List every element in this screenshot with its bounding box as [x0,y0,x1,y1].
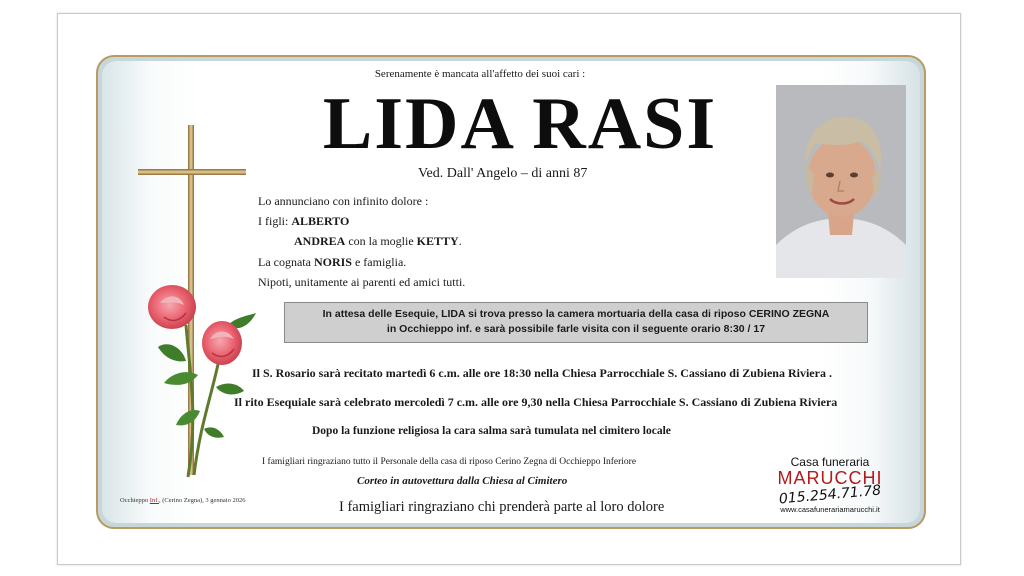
deceased-name: LIDA RASI [322,83,718,165]
staff-thanks: I famigliari ringraziano tutto il Personale della casa di riposo Cerino Zegna di Occhieppo Inferiore [262,457,637,467]
funeral-home-name: MARUCCHI [777,468,883,488]
deceased-photo [776,85,906,278]
child-2-wife: KETTY [416,234,459,248]
funeral-home-type: Casa funeraria [790,455,870,469]
child-name-1: ALBERTO [291,214,350,228]
age: – di anni 87 [517,166,588,181]
child-2-end: . [458,234,462,248]
place-date-footnote [120,497,245,504]
children-line [258,214,349,229]
visitation-box [284,302,868,343]
sister-end: e famiglia. [351,255,407,269]
footnote-inf: Inf. [149,497,159,504]
funeral-home-logo [766,455,894,514]
portrait-image [776,85,906,278]
intro-text: Serenamente è mancata all'affetto dei suoi cari : [374,68,586,80]
rosary-line: Il S. Rosario sarà recitato martedì 6 c.m. alle ore 18:30 nella Chiesa Parrocchiale S. Cassiano di Zubiena Riviera . [252,366,832,380]
funeral-rite-line: Il rito Esequiale sarà celebrato mercoledì 7 c.m. alle ore 9,30 nella Chiesa Parrocchiale S. Cassiano di Zubiena Riviera [234,395,838,409]
sister-in-law-line [258,255,406,270]
visitation-line-1: In attesa delle Esequie, LIDA si trova presso la camera mortuaria della casa di riposo CERINO ZEGNA [322,308,830,320]
funeral-home-website: www.casafunerariamarucchi.it [780,505,880,514]
child-2-line [294,234,462,249]
procession-line: Corteo in autovettura dalla Chiesa al Cimitero [357,475,568,487]
family-intro: Lo annunciano con infinito dolore : [258,194,429,208]
footnote-date: , (Cerino Zegna), 3 gennaio 2026 [159,497,246,504]
child-name-2: ANDREA [294,234,346,248]
visitation-line-2: in Occhieppo inf. e sarà possibile farle visita con il seguente orario 8:30 / 17 [386,323,766,335]
footnote-place: Occhieppo [120,497,150,504]
children-label: I figli: [258,214,292,228]
cross-with-roses-icon [138,125,258,483]
closing-line: I famigliari ringraziano chi prenderà parte al loro dolore [339,499,665,515]
relatives-line: Nipoti, unitamente ai parenti ed amici tutti. [258,275,466,289]
widow-of: Ved. Dall' Angelo [418,166,518,181]
sister-name: NORIS [313,255,352,269]
sister-label: La cognata [258,255,314,269]
burial-line: Dopo la funzione religiosa la cara salma sarà tumulata nel cimitero locale [312,425,671,437]
funeral-home-phone: 015.254.71.78 [778,482,882,508]
child-2-mid: con la moglie [345,234,417,248]
deceased-subtitle [418,166,587,182]
